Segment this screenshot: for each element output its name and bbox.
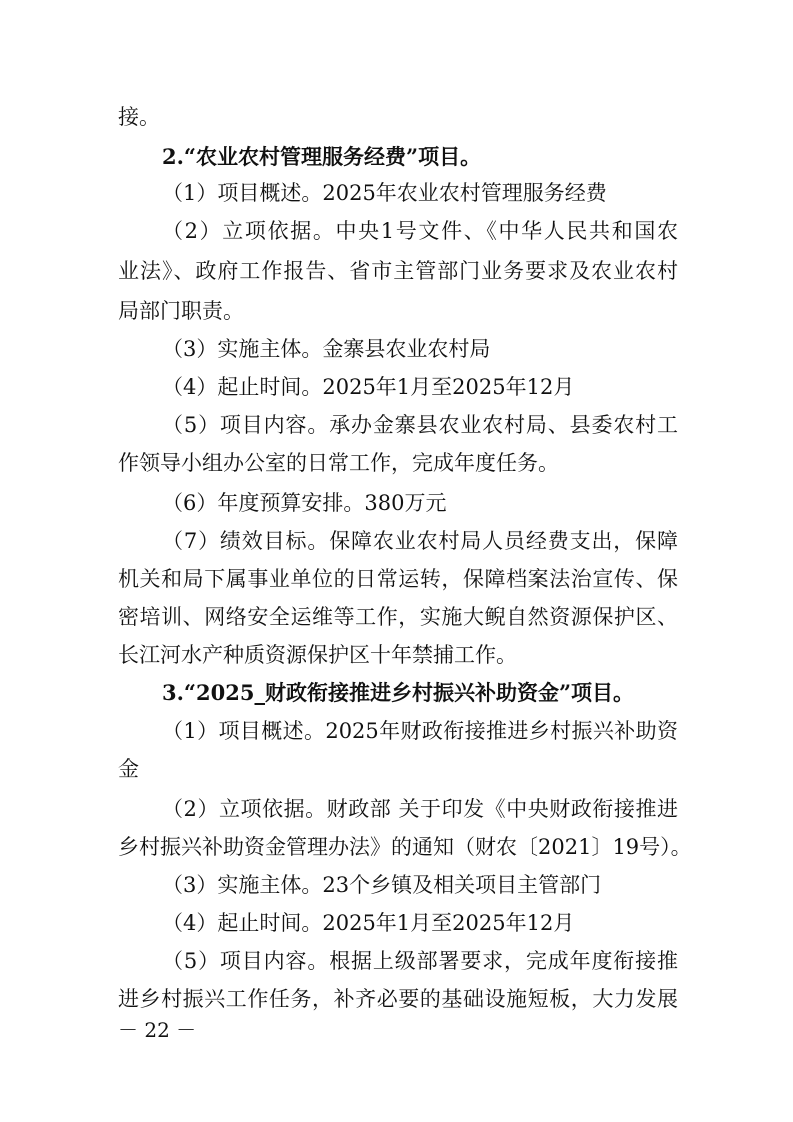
text-line: 业法》、政府工作报告、省市主管部门业务要求及农业农村 (118, 259, 678, 283)
text-line: 长江河水产种质资源保护区十年禁捕工作。 (118, 643, 517, 667)
text-line: 进乡村振兴工作任务，补齐必要的基础设施短板，大力发展 (118, 987, 678, 1011)
text-line: 作领导小组办公室的日常工作，完成年度任务。 (118, 451, 559, 475)
text-line: （2）立项依据。财政部 关于印发《中央财政衔接推进 (162, 797, 678, 821)
text-line: （6）年度预算安排。380万元 (162, 491, 447, 515)
text-line: （2）立项依据。中央1号文件、《中华人民共和国农 (162, 219, 678, 243)
text-line: 乡村振兴补助资金管理办法》的通知（财农〔2021〕19号）。 (118, 835, 692, 859)
section-heading: 2.“农业农村管理服务经费”项目。 (162, 144, 482, 169)
section-heading: 3.“2025_财政衔接推进乡村振兴补助资金”项目。 (162, 680, 635, 705)
text-line: （3）实施主体。金寨县农业农村局 (162, 337, 491, 361)
text-line: （1）项目概述。2025年农业农村管理服务经费 (162, 181, 607, 205)
text-line: （3）实施主体。23个乡镇及相关项目主管部门 (162, 873, 602, 897)
text-line: （4）起止时间。2025年1月至2025年12月 (162, 911, 575, 935)
text-line: 局部门职责。 (118, 299, 244, 323)
text-line: 接。 (118, 105, 160, 129)
page-number: － 22 － (118, 1018, 197, 1042)
text-line: （7）绩效目标。保障农业农村局人员经费支出，保障 (162, 529, 678, 553)
text-line: （4）起止时间。2025年1月至2025年12月 (162, 375, 575, 399)
text-line: （5）项目内容。承办金寨县农业农村局、县委农村工 (162, 413, 678, 437)
text-line: （1）项目概述。2025年财政衔接推进乡村振兴补助资 (162, 719, 678, 743)
text-line: 密培训、网络安全运维等工作，实施大鲵自然资源保护区、 (118, 605, 678, 629)
text-line: 机关和局下属事业单位的日常运转，保障档案法治宣传、保 (118, 567, 678, 591)
text-line: （5）项目内容。根据上级部署要求，完成年度衔接推 (162, 949, 678, 973)
text-line: 金 (118, 757, 139, 781)
